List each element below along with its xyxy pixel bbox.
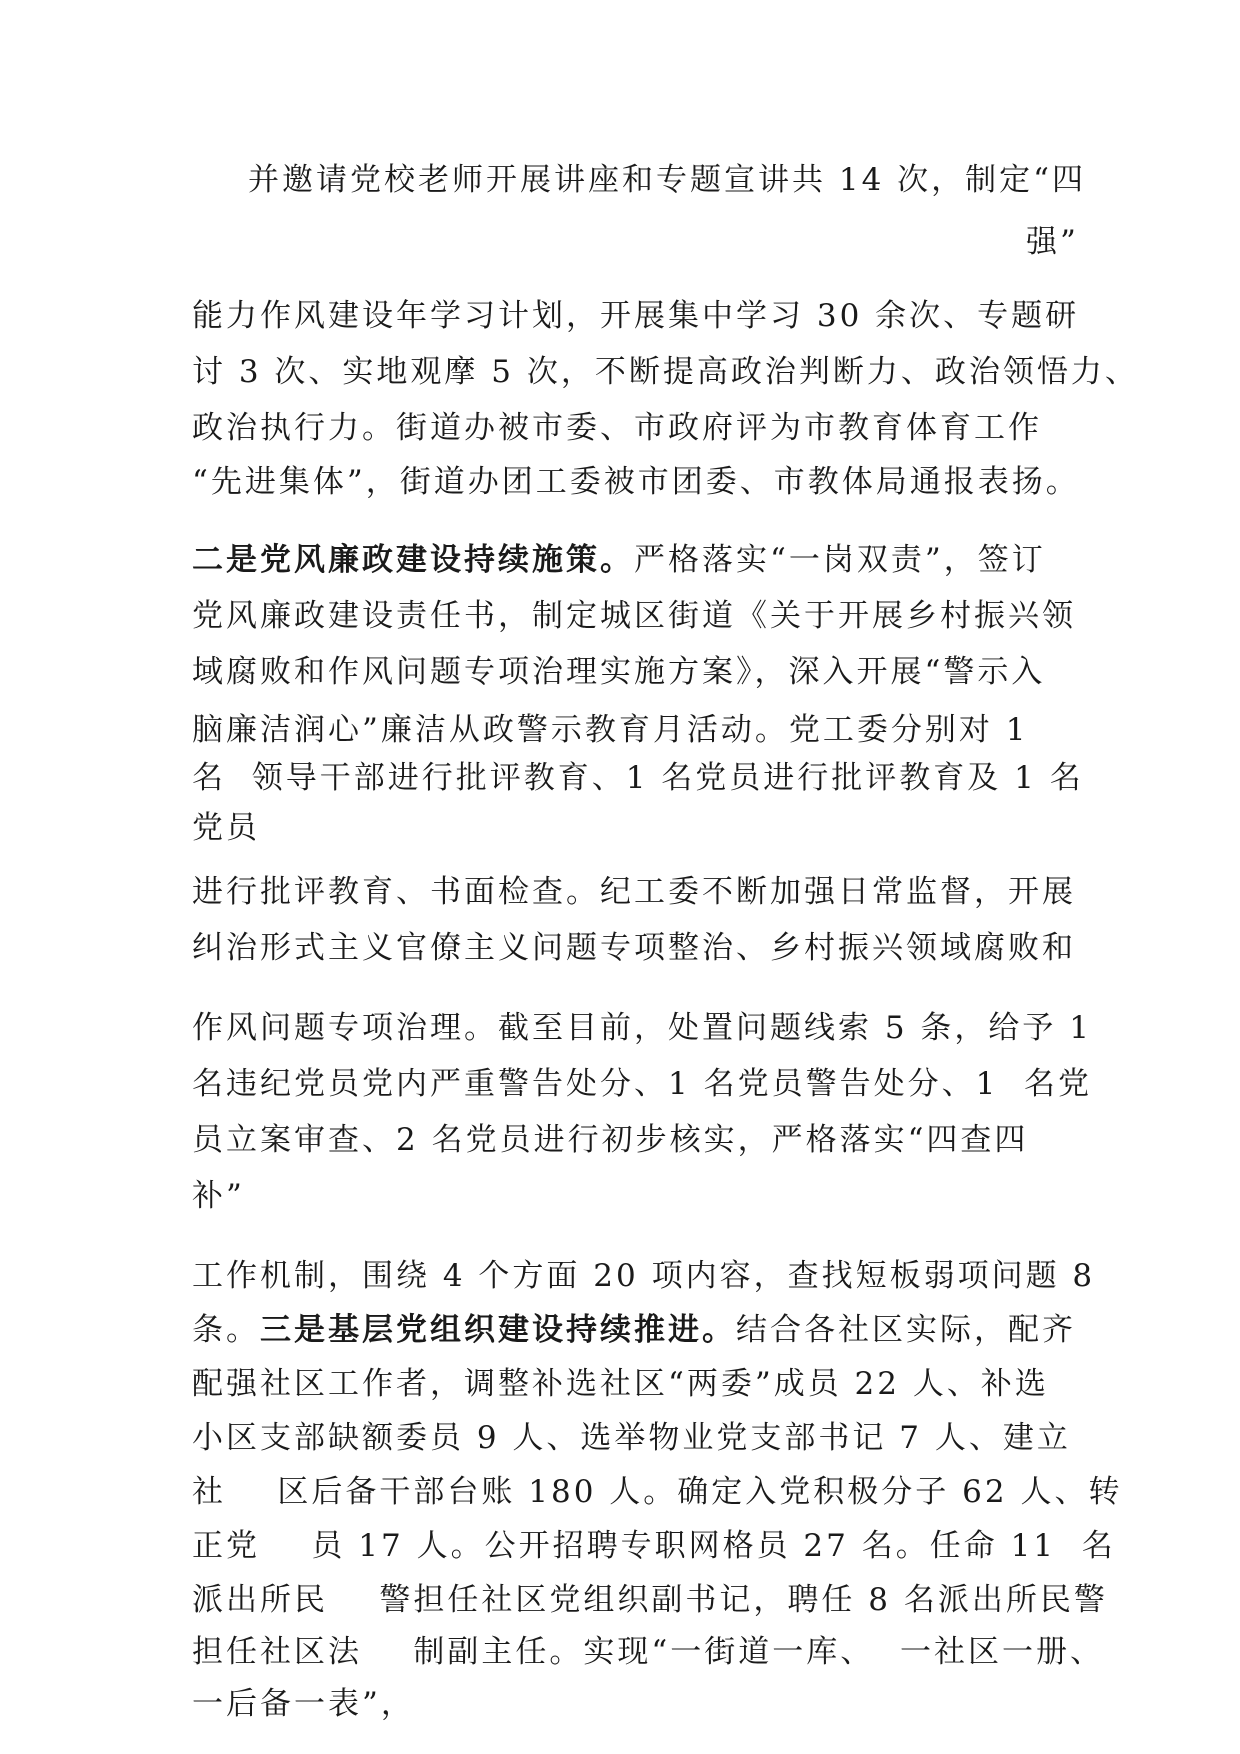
text-line: 并邀请党校老师开展讲座和专题宣讲共 14 次，制定“四 [248, 162, 1087, 198]
text-line: 社 区后备干部台账 180 人。确定入党积极分子 62 人、转 [192, 1474, 1123, 1510]
text-line: 强” [1026, 224, 1079, 260]
text-line: 政治执行力。街道办被市委、市政府评为市教育体育工作 [192, 410, 1042, 446]
text-line: 员立案审查、2 名党员进行初步核实，严格落实“四查四 [192, 1122, 1029, 1158]
section-heading-3: 三是基层党组织建设持续推进。 [260, 1312, 736, 1348]
section-heading-2: 二是党风廉政建设持续施策。 [192, 542, 634, 578]
text-line: 正党 员 17 人。公开招聘专职网格员 27 名。任命 11 名 [192, 1528, 1116, 1564]
text-line: 党风廉政建设责任书，制定城区街道《关于开展乡村振兴领 [192, 598, 1076, 634]
text-run: 严格落实“一岗双责”，签订 [634, 542, 1046, 578]
text-line: 作风问题专项治理。截至目前，处置问题线索 5 条，给予 1 [192, 1010, 1093, 1046]
text-line: 一后备一表”， [192, 1686, 415, 1722]
text-line: 脑廉洁润心”廉洁从政警示教育月活动。党工委分别对 1 [192, 712, 1029, 748]
text-run: 结合各社区实际，配齐 [736, 1312, 1076, 1348]
text-line: 小区支部缺额委员 9 人、选举物业党支部书记 7 人、建立 [192, 1420, 1071, 1456]
text-line: 担任社区法 制副主任。实现“一街道一库、 一社区一册、 [192, 1634, 1104, 1670]
text-line: 域腐败和作风问题专项治理实施方案》，深入开展“警示入 [192, 654, 1046, 690]
paragraph-line [192, 1310, 1076, 1350]
text-line: 党员 [192, 810, 260, 846]
text-line: 进行批评教育、书面检查。纪工委不断加强日常监督，开展 [192, 874, 1076, 910]
text-line: 纠治形式主义官僚主义问题专项整治、乡村振兴领域腐败和 [192, 930, 1076, 966]
text-run: 条。 [192, 1312, 260, 1348]
text-line: 讨 3 次、实地观摩 5 次，不断提高政治判断力、政治领悟力、 [192, 354, 1139, 390]
text-line: 能力作风建设年学习计划，开展集中学习 30 余次、专题研 [192, 298, 1080, 334]
paragraph-line [192, 540, 1046, 580]
text-line: 名 领导干部进行批评教育、1 名党员进行批评教育及 1 名 [192, 760, 1084, 796]
text-line: “先进集体”，街道办团工委被市团委、市教体局通报表扬。 [192, 464, 1080, 500]
text-line: 派出所民 警担任社区党组织副书记，聘任 8 名派出所民警 [192, 1582, 1108, 1618]
text-line: 补” [192, 1178, 245, 1214]
text-line: 名违纪党员党内严重警告处分、1 名党员警告处分、1 名党 [192, 1066, 1093, 1102]
text-line: 工作机制，围绕 4 个方面 20 项内容，查找短板弱项问题 8 [192, 1258, 1096, 1294]
text-line: 配强社区工作者，调整补选社区“两委”成员 22 人、补选 [192, 1366, 1049, 1402]
